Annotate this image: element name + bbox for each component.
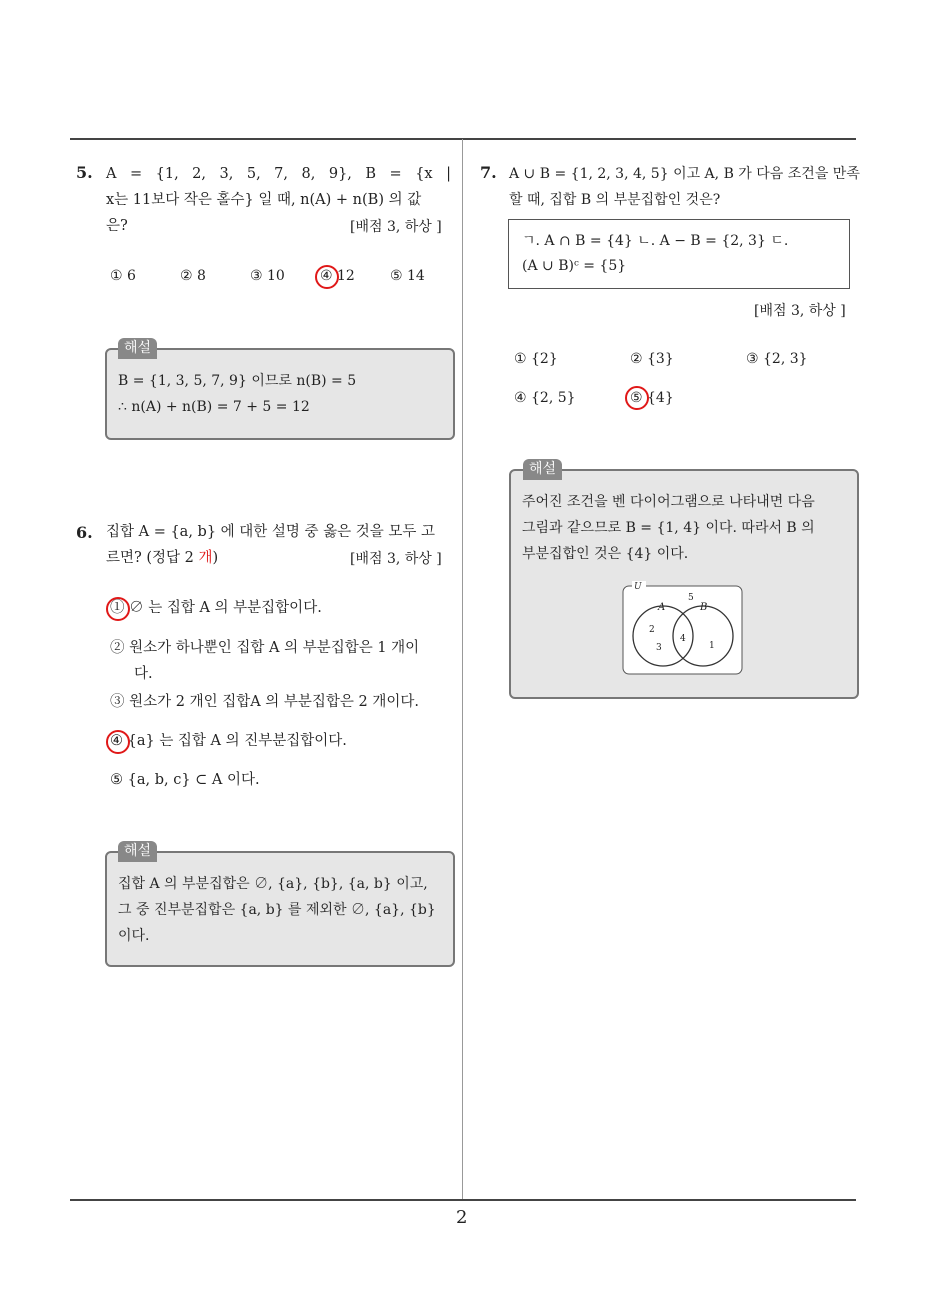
q6-explanation-line1: 집합 A 의 부분집합은 ∅, {a}, {b}, {a, b} 이고, [118,876,428,892]
venn-universe [623,586,742,674]
venn-b-only-value: 1 [709,641,715,651]
venn-diagram [620,580,746,678]
q6-stem-line1: 집합 A = {a, b} 에 대한 설명 중 옳은 것을 모두 고 [106,524,436,540]
q5-choice-2[interactable]: ② 8 [180,268,206,284]
q7-choice-2[interactable]: ② {3} [630,351,674,367]
q7-explanation-line2: 그림과 같으므로 B = {1, 4} 이다. 따라서 B 의 [522,520,815,536]
venn-intersection-value: 4 [680,634,686,644]
q6-explanation-line2: 그 중 진부분집합은 {a, b} 를 제외한 ∅, {a}, {b} [118,902,436,918]
bottom-rule [70,1199,856,1201]
q7-choice-3[interactable]: ③ {2, 3} [746,351,808,367]
q7-choice-1[interactable]: ① {2} [514,351,558,367]
q6-stem-line2-b: ) [212,550,219,566]
q7-condition-line2: (A ∪ B)ᶜ = {5} [522,258,627,274]
venn-a-only-value-2: 3 [656,643,662,653]
q6-score: [배점 3, 하상 ] [350,551,442,567]
q6-stem-red-text: 개 [198,550,213,566]
page-number: 2 [456,1207,468,1228]
venn-a-only-value-1: 2 [649,625,655,635]
venn-universe-label: U [634,582,642,592]
q7-answer-mark [625,386,649,410]
q6-answer-mark-1 [106,597,130,621]
q6-stem-line2-a: 르면? (정답 2 [106,550,199,566]
q6-answer-mark-2 [106,730,130,754]
q7-stem-line2: 할 때, 집합 B 의 부분집합인 것은? [509,192,721,208]
q7-choice-5[interactable]: ⑤ {4} [630,390,674,406]
q5-stem-line1: A = {1, 2, 3, 5, 7, 8, 9}, B = {x | [106,166,451,182]
q6-explanation-tag: 해설 [118,841,157,862]
q6-choice-2[interactable]: ② 원소가 하나뿐인 집합 A 의 부분집합은 1 개이 [110,640,420,656]
venn-outside-value: 5 [688,593,694,603]
q7-condition-line1: ㄱ. A ∩ B = {4} ㄴ. A − B = {2, 3} ㄷ. [522,233,789,249]
venn-set-a-label: A [658,602,666,613]
q5-choice-3[interactable]: ③ 10 [250,268,285,284]
top-rule [70,138,856,140]
q7-explanation-tag: 해설 [523,459,562,480]
q7-choice-4[interactable]: ④ {2, 5} [514,390,576,406]
q5-choice-1[interactable]: ① 6 [110,268,136,284]
q5-stem-line2: x는 11보다 작은 홀수} 일 때, n(A) + n(B) 의 값 [106,192,422,208]
q5-explanation-tag: 해설 [118,338,157,359]
q5-answer-mark [315,265,339,289]
q5-score: [배점 3, 하상 ] [350,219,442,235]
q7-stem-line1: A ∪ B = {1, 2, 3, 4, 5} 이고 A, B 가 다음 조건을 만족 [509,166,860,182]
q6-stem-line2 [106,546,218,571]
q6-choice-4[interactable]: ④ {a} 는 집합 A 의 진부분집합이다. [110,733,347,749]
q6-explanation-line3: 이다. [118,928,150,944]
q7-explanation-line1: 주어진 조건을 벤 다이어그램으로 나타내면 다음 [522,494,815,510]
q5-number: 5. [76,163,93,182]
column-divider [462,139,463,1200]
q5-choice-4[interactable]: ④ 12 [320,268,355,284]
q5-explanation-line2: ∴ n(A) + n(B) = 7 + 5 = 12 [118,399,310,415]
q6-choice-5[interactable]: ⑤ {a, b, c} ⊂ A 이다. [110,772,260,788]
q7-number: 7. [480,163,497,182]
venn-set-b-label: B [700,602,708,613]
q7-explanation-line3: 부분집합인 것은 {4} 이다. [522,546,689,562]
q5-stem-line3: 은? [106,218,128,234]
q7-score: [배점 3, 하상 ] [754,303,846,319]
q6-choice-3[interactable]: ③ 원소가 2 개인 집합A 의 부분집합은 2 개이다. [110,694,420,710]
q5-choice-5[interactable]: ⑤ 14 [390,268,425,284]
q6-choice-1[interactable]: ① ∅ 는 집합 A 의 부분집합이다. [110,600,322,616]
q5-explanation-line1: B = {1, 3, 5, 7, 9} 이므로 n(B) = 5 [118,373,357,389]
q6-number: 6. [76,523,93,542]
q6-choice-2-cont: 다. [134,666,153,682]
